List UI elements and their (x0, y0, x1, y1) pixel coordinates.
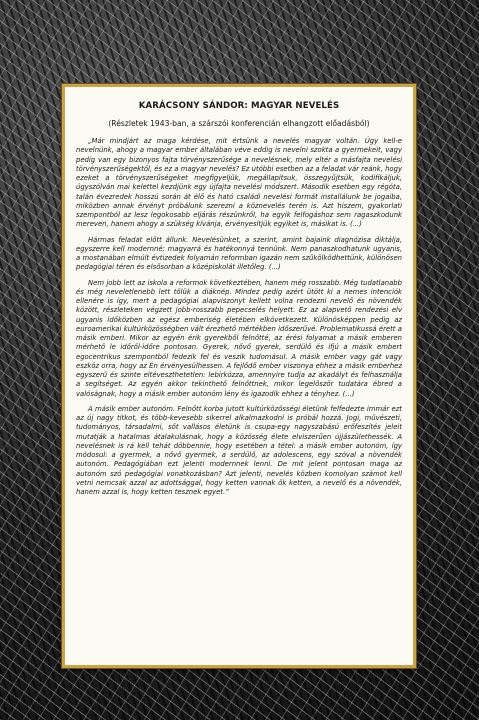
text-panel (62, 84, 416, 668)
paragraph-1: „Már mindjárt az maga kérdése, mit értsünk a nevelés magyar voltán. Úgy kell-e nevelnünk, ahogy a magyar ember általában véve eddig is nevelni szokta a gyermekeit, vagy pedig van egy bizonyos fajta törvényszerűsége a nevelésnek, mely eltér a másfajta nevelési törvényszerűségektől, és ez a magyar nevelés? Ez utóbbi esetben az a feladat vár reánk, hogy ezeket a törvényszerűségeket megfigyeljük, megállapítsuk, összegyűjtsük, kodifikáljuk, úgyszólván mai kelettel kezdjünk egy újfajta nevelési módszert. Második esetben egy régóta, talán évezredek hosszú során át élő és ható családi nevelési formát installálunk be jogaiba, miközben annak érvényt próbálunk szerezni a köznevelés terén is. Azt hiszem, gyakorlati szempontból az lesz legokosabb eljárás részünkről, ha egyik felfogáshoz sem ragaszkodunk mereven, hanem ahogy a szükség kívánja, érvényesítjük egyiket is, másikat is. (...) (76, 137, 402, 229)
document-subtitle: (Részletek 1943-ban, a szárszói konferencián elhangzott előadásból) (108, 119, 370, 128)
paragraph-2: Hármas feladat előtt állunk. Nevelésünket, a szerint, amint bajaink diagnózisa diktálja, egyszerre kell modernné; magyarrá és hatékonnyá tennünk. Nem panaszkodhatunk ugyanis, a mostanában elmúlt évtizedek folyamán reformban igazán nem szűkölködhettünk, különösen pedagógiai téren és elsősorban a középiskolát illetőleg. (...) (76, 235, 402, 272)
paragraph-3: Nem jobb lett az iskola a reformok következtében, hanem még rosszabb. Még tudatlanabb és még neveletlenebb lett tőlük a diáknép. Mindez pedig azért ütött ki a nemes intenciók ellenére is így, mert a pedagógiai alapviszonyt kellett volna rendezni nevelő és növendék között, részleteken végzett jobb-rosszabb pepecselés helyett. Ez az alapvető rendezési elv ugyanis időközben az egész emberiség életében elkövetkezett. Különösképpen pedig az euroamerikai kultúrközösségben vált érezhető mértékben időszerűvé. Problematikussá érett a másik emberi. Mikor az egyén érik gyerekből felnőtté, az érési folyamat a másik emberen mérhető le időről-időre pontosan. Gyerek, nővő gyerek, serdülő és ifjú a másik embert egocentrikus szempontból fedezik fel és veszik tudomásul. A másik ember vagy gát vagy eszköz orra, hogy az Én érvényesülhessen. A fejlődő ember viszonya ehhez a másik emberhez egyszerű és szinte eltéveszthetetlen: lebírkózza, amennyire tudja az akadályt és felhasználja a segítséget. Az egyén akkor tekinthető felnőttnek, mikor legelőször tudatára ébred a valóságnak, hogy a másik ember autonóm lény és igazodik ehhez a tényhez. (...) (76, 278, 402, 398)
document-title: KARÁCSONY SÁNDOR: MAGYAR NEVELÉS (138, 101, 340, 111)
paragraph-4: A másik ember autonóm. Felnőtt korba jutott kultúrközösségi életünk felfedezte immár ezt az új nagy titkot, és több-kevesebb sikerrel alkalmazkodni is próbál hozzá. Jogi, művészeti, tudományos, társadalmi, sőt vallásos életünk is csupa-egy nagyszabású erőfeszítés jeleit mutatják a hatalmas átalakulásnak, hogy a közösség élete elviszerűen újjászülethessék. A nevelésnek is rá kell tehát döbbennie, hogy esetében a tétel: a másik ember autonóm, így módosul: a gyermek, a nővő gyermek, a serdülő, az adolescens, egy szóval a növendék autonóm. Pedagógiában ezt jelenti modernnek lenni. De mit jelent pontosan maga az autonóm szó pedagógiai vonatkozásban? Azt jelenti, nevelés közben komolyan számot kell vetni nemcsak azzal az adottsággal, hogy ketten vannak ők ketten, a nevelő és a növendék, hanem azzal is, hogy ketten tesznek egyet.” (76, 404, 402, 496)
